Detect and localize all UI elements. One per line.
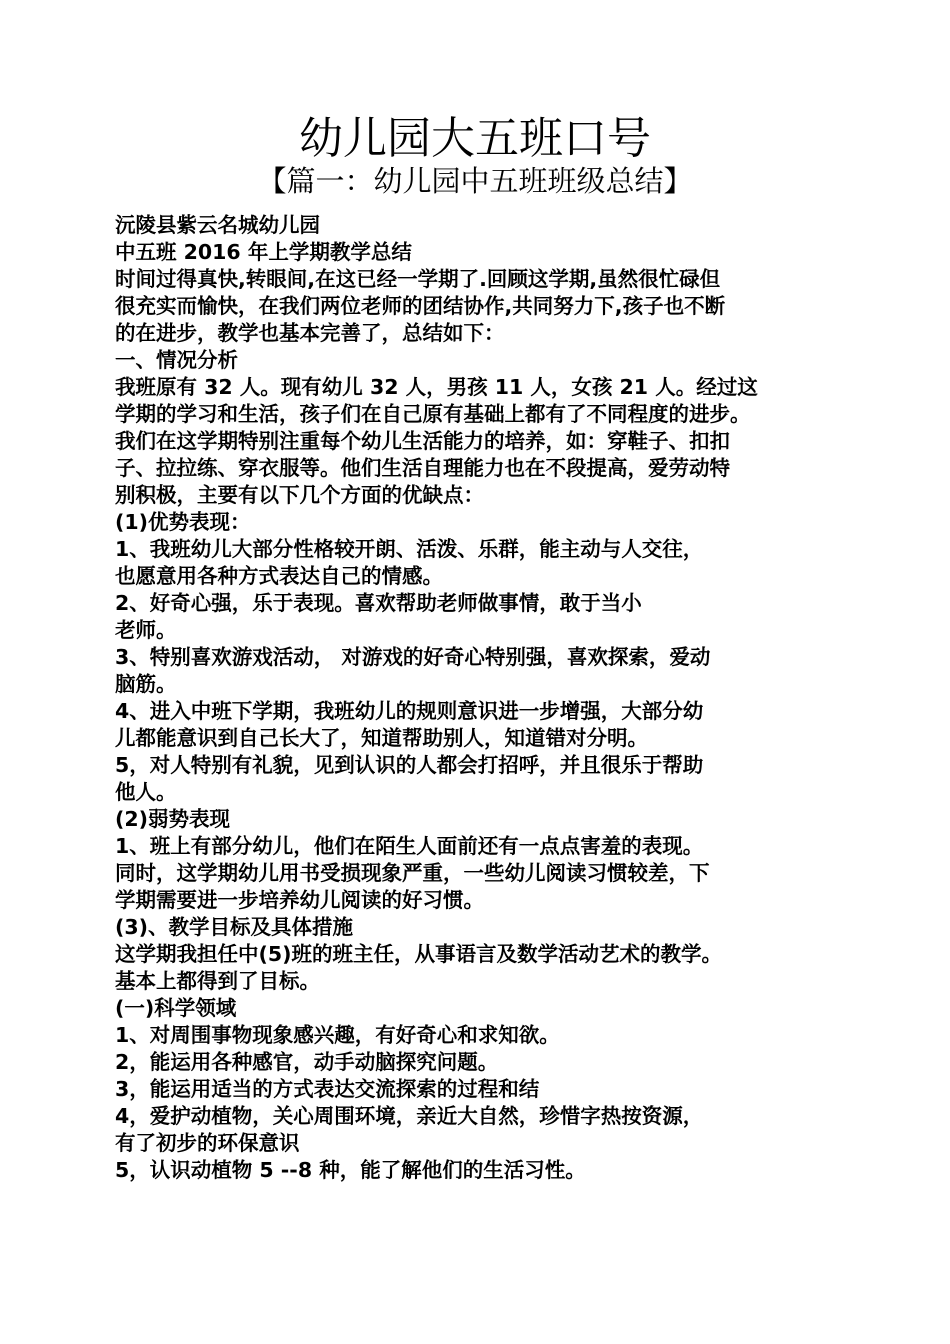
- text-line: 学期需要进一步培养幼儿阅读的好习惯。: [115, 888, 484, 912]
- text-line: 沅陵县紫云名城幼儿园: [115, 213, 320, 237]
- text-line: 1、我班幼儿大部分性格较开朗、活泼、乐群，能主动与人交往，: [115, 537, 704, 561]
- text-line: 我班原有 32 人。现有幼儿 32 人，男孩 11 人，女孩 21 人。经过这: [115, 375, 758, 399]
- text-line: 的在进步，教学也基本完善了，总结如下：: [115, 321, 505, 345]
- text-line: 一、情况分析: [115, 348, 238, 372]
- text-line: 基本上都得到了目标。: [115, 969, 320, 993]
- text-line: 中五班 2016 年上学期教学总结: [115, 240, 412, 264]
- text-line: 4，爱护动植物，关心周围环境，亲近大自然，珍惜字热按资源，: [115, 1104, 704, 1128]
- text-line: 子、拉拉练、穿衣服等。他们生活自理能力也在不段提高，爱劳动特: [115, 456, 730, 480]
- text-line: 儿都能意识到自己长大了，知道帮助别人，知道错对分明。: [115, 726, 648, 750]
- document-body: [115, 212, 845, 1184]
- text-line: 2、好奇心强，乐于表现。喜欢帮助老师做事情，敢于当小: [115, 591, 642, 615]
- text-line: 5，认识动植物 5 --8 种，能了解他们的生活习性。: [115, 1158, 586, 1182]
- text-line: 很充实而愉快，在我们两位老师的团结协作,共同努力下,孩子也不断: [115, 294, 726, 318]
- text-line: 5，对人特别有礼貌，见到认识的人都会打招呼，并且很乐于帮助: [115, 753, 704, 777]
- document-title: 幼儿园大五班口号: [299, 113, 651, 164]
- text-line: 3、特别喜欢游戏活动， 对游戏的好奇心特别强，喜欢探索，爱动: [115, 645, 711, 669]
- text-line: 同时，这学期幼儿用书受损现象严重，一些幼儿阅读习惯较差，下: [115, 861, 710, 885]
- text-line: 学期的学习和生活，孩子们在自己原有基础上都有了不同程度的进步。: [115, 402, 751, 426]
- text-line: 3，能运用适当的方式表达交流探索的过程和结: [115, 1077, 540, 1101]
- text-line: 1、对周围事物现象感兴趣，有好奇心和求知欲。: [115, 1023, 560, 1047]
- text-line: 1、班上有部分幼儿，他们在陌生人面前还有一点点害羞的表现。: [115, 834, 704, 858]
- text-line: 有了初步的环保意识: [115, 1131, 300, 1155]
- text-line: 我们在这学期特别注重每个幼儿生活能力的培养，如：穿鞋子、扣扣: [115, 429, 730, 453]
- text-line: 也愿意用各种方式表达自己的情感。: [115, 564, 443, 588]
- text-line: (一)科学领域: [115, 996, 237, 1020]
- text-line: 老师。: [115, 618, 177, 642]
- text-line: 这学期我担任中(5)班的班主任，从事语言及数学活动艺术的教学。: [115, 942, 723, 966]
- text-line: (2)弱势表现: [115, 807, 231, 831]
- text-line: 2，能运用各种感官，动手动脑探究问题。: [115, 1050, 499, 1074]
- text-line: 脑筋。: [115, 672, 177, 696]
- text-line: (3)、教学目标及具体措施: [115, 915, 354, 939]
- text-line: (1)优势表现：: [115, 510, 251, 534]
- text-line: 时间过得真快,转眼间,在这已经一学期了.回顾这学期,虽然很忙碌但: [115, 267, 721, 291]
- document-subtitle: 【篇一：幼儿园中五班班级总结】: [257, 164, 693, 198]
- text-line: 4、进入中班下学期，我班幼儿的规则意识进一步增强，大部分幼: [115, 699, 704, 723]
- text-line: 别积极，主要有以下几个方面的优缺点：: [115, 483, 484, 507]
- text-line: 他人。: [115, 780, 177, 804]
